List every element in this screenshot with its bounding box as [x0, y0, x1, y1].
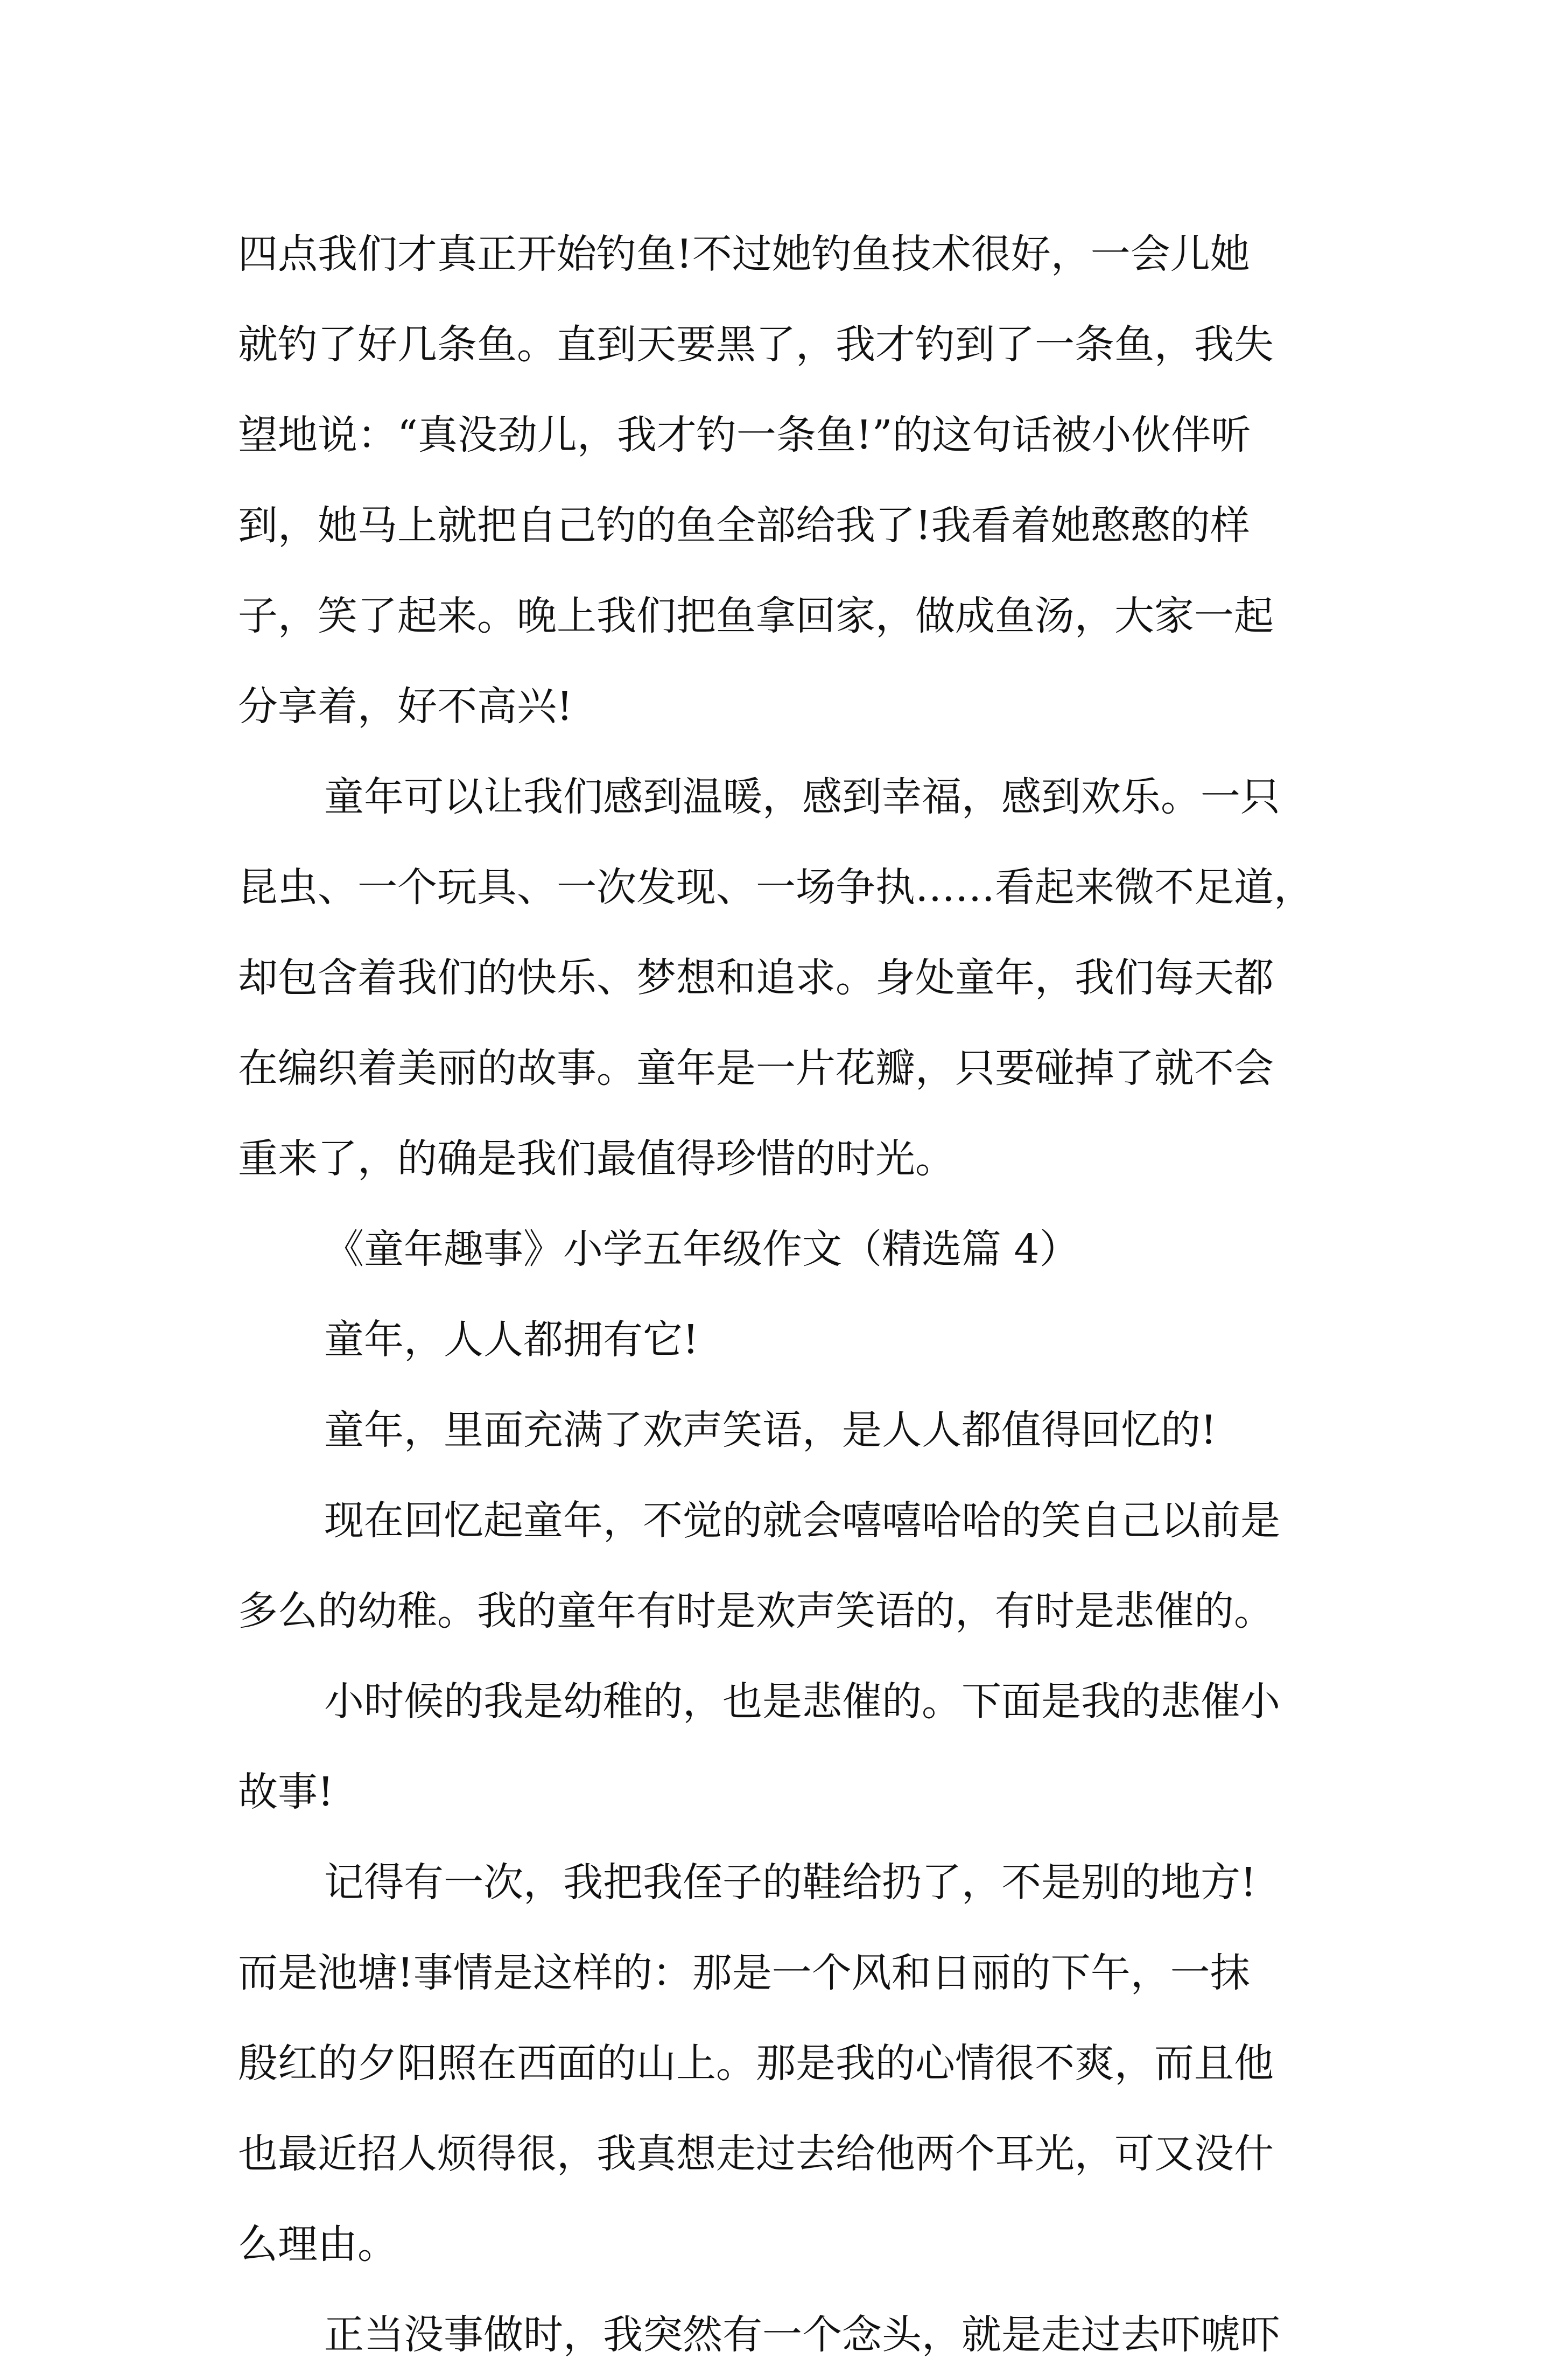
- paragraph-start-line: 小时候的我是幼稚的，也是悲催的。下面是我的悲催小: [324, 1678, 1280, 1725]
- text-line: 在编织着美丽的故事。童年是一片花瓣，只要碰掉了就不会: [238, 1045, 1274, 1091]
- text-line: 么理由。: [238, 2221, 397, 2267]
- text-line: 多么的幼稚。我的童年有时是欢声笑语的，有时是悲催的。: [238, 1588, 1274, 1634]
- text-line: 子，笑了起来。晚上我们把鱼拿回家，做成鱼汤，大家一起: [238, 593, 1274, 639]
- text-line: 分享着，好不高兴!: [238, 683, 573, 730]
- text-line: 殷红的夕阳照在西面的山上。那是我的心情很不爽，而且他: [238, 2040, 1274, 2087]
- paragraph-start-line: 正当没事做时，我突然有一个念头，就是走过去吓唬吓: [324, 2312, 1280, 2358]
- text-line: 也最近招人烦得很，我真想走过去给他两个耳光，可又没什: [238, 2131, 1274, 2177]
- text-line: 昆虫、一个玩具、一次发现、一场争执……看起来微不足道，: [238, 864, 1314, 911]
- text-line: 四点我们才真正开始钓鱼!不过她钓鱼技术很好，一会儿她: [238, 231, 1250, 277]
- text-line: 到，她马上就把自己钓的鱼全部给我了!我看着她憨憨的样: [238, 502, 1250, 549]
- paragraph-start-line: 童年，人人都拥有它!: [324, 1317, 699, 1363]
- paragraph-start-line: 记得有一次，我把我侄子的鞋给扔了，不是别的地方!: [324, 1859, 1257, 1906]
- text-line: 望地说：“真没劲儿，我才钓一条鱼!”的这句话被小伙伴听: [238, 412, 1251, 458]
- paragraph-start-line: 童年，里面充满了欢声笑语，是人人都值得回忆的!: [324, 1407, 1217, 1453]
- text-line: 故事!: [238, 1769, 334, 1815]
- text-line: 重来了，的确是我们最值得珍惜的时光。: [238, 1136, 955, 1182]
- paragraph-start-line: 现在回忆起童年，不觉的就会嘻嘻哈哈的笑自己以前是: [324, 1497, 1280, 1544]
- text-line: 就钓了好几条鱼。直到天要黑了，我才钓到了一条鱼，我失: [238, 321, 1274, 368]
- text-line: 却包含着我们的快乐、梦想和追求。身处童年，我们每天都: [238, 955, 1274, 1001]
- paragraph-start-line: 童年可以让我们感到温暖，感到幸福，感到欢乐。一只: [324, 774, 1280, 820]
- section-heading: 《童年趣事》小学五年级作文（精选篇 4）: [324, 1226, 1079, 1272]
- essay-body: [238, 209, 1336, 2380]
- text-line: 而是池塘!事情是这样的：那是一个风和日丽的下午，一抹: [238, 1950, 1250, 1996]
